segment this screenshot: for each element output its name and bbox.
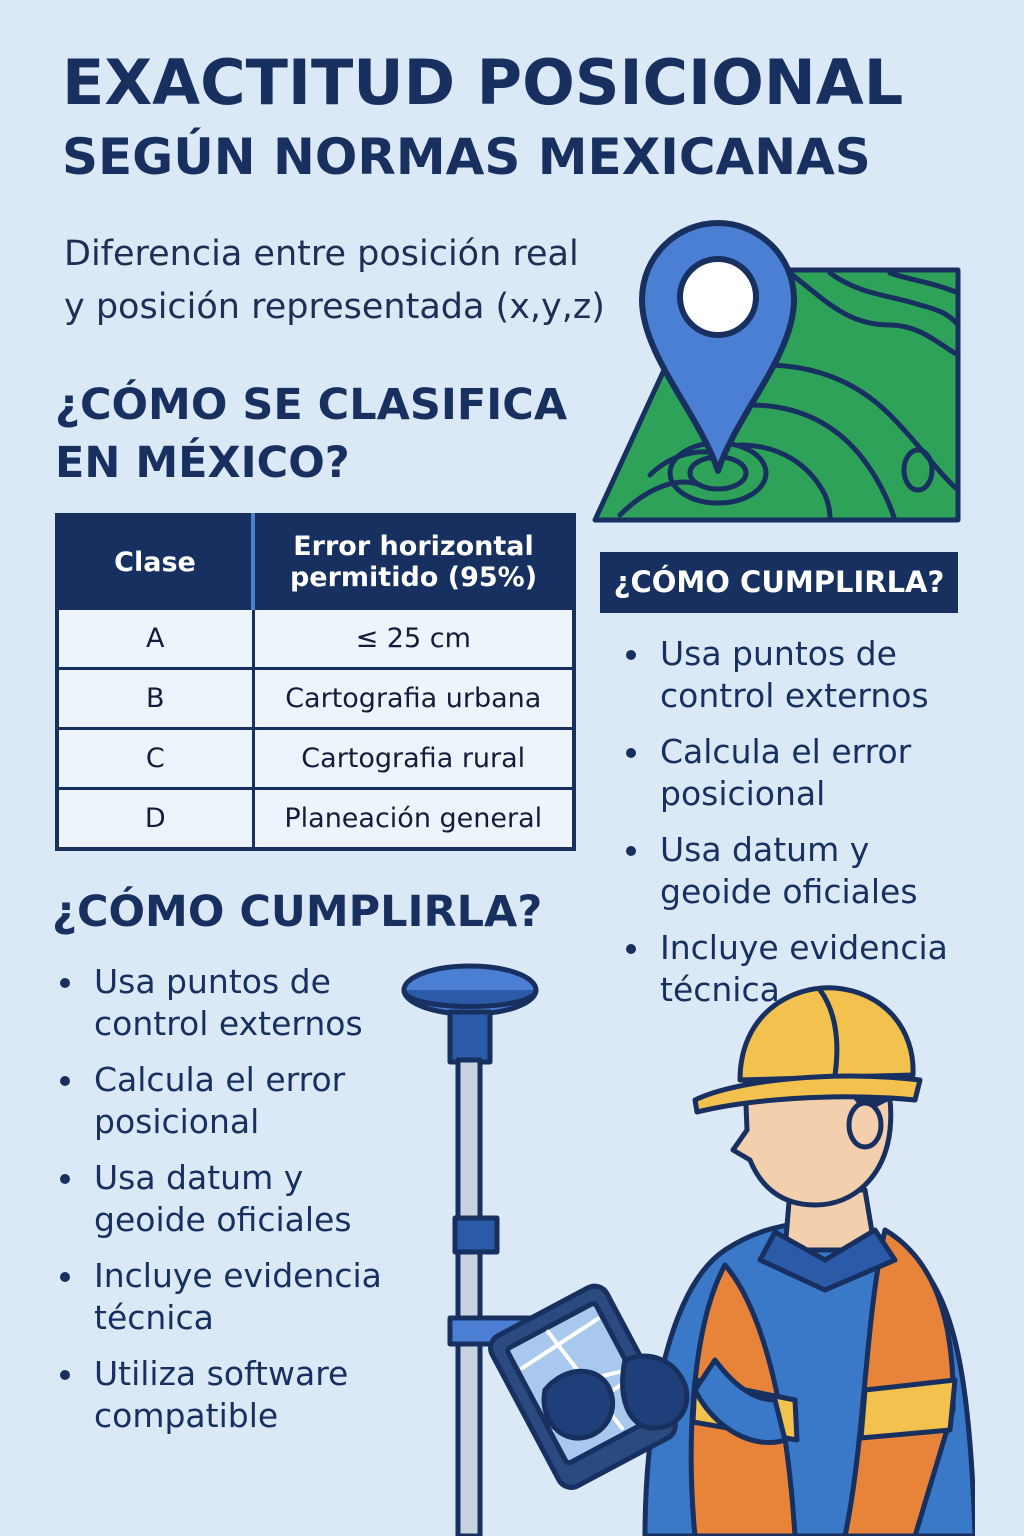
classification-heading-line-1: ¿CÓMO SE CLASIFICA [55,380,568,430]
page-subtitle-heading: SEGÚN NORMAS MEXICANAS [62,128,871,186]
definition-text [64,228,624,334]
classification-table [55,513,576,851]
table-cell-error: Cartografia urbana [253,669,574,729]
classification-heading-line-2: EN MÉXICO? [55,438,350,488]
list-item: Usa datum y geoide oficiales [626,829,976,913]
table-header-error: Error horizontal permitido (95%) [253,515,574,609]
list-item: Utiliza software compatible [60,1353,400,1437]
list-item: Incluye evidencia técnica [60,1255,400,1339]
classification-heading [55,376,595,492]
table-cell-class: D [57,789,253,850]
table-cell-class: B [57,669,253,729]
table-row [57,789,574,850]
table-row [57,729,574,789]
list-item: Calcula el error posicional [626,731,976,815]
table-header-row [57,515,574,609]
table-row [57,609,574,669]
table-row [57,669,574,729]
list-item: Incluye evidencia técnica [626,927,976,1011]
page-title: EXACTITUD POSICIONAL [62,46,904,119]
table-cell-class: A [57,609,253,669]
table-cell-class: C [57,729,253,789]
definition-line-1: Diferencia entre posición real [64,234,579,274]
list-item: Usa puntos de control externos [626,633,976,717]
surveyor-icon [395,960,975,1536]
map-pin-icon [590,215,965,525]
table-cell-error: Planeación general [253,789,574,850]
comply-heading-badge: ¿CÓMO CUMPLIRLA? [600,552,958,613]
table-header-clase: Clase [57,515,253,609]
table-cell-error: ≤ 25 cm [253,609,574,669]
list-item: Usa datum y geoide oficiales [60,1157,400,1241]
comply-heading: ¿CÓMO CUMPLIRLA? [52,887,543,937]
definition-line-2: y posición representada (x,y,z) [64,287,605,327]
comply-list-left [60,961,400,1451]
list-item: Calcula el error posicional [60,1059,400,1143]
list-item: Usa puntos de control externos [60,961,400,1045]
table-cell-error: Cartografia rural [253,729,574,789]
